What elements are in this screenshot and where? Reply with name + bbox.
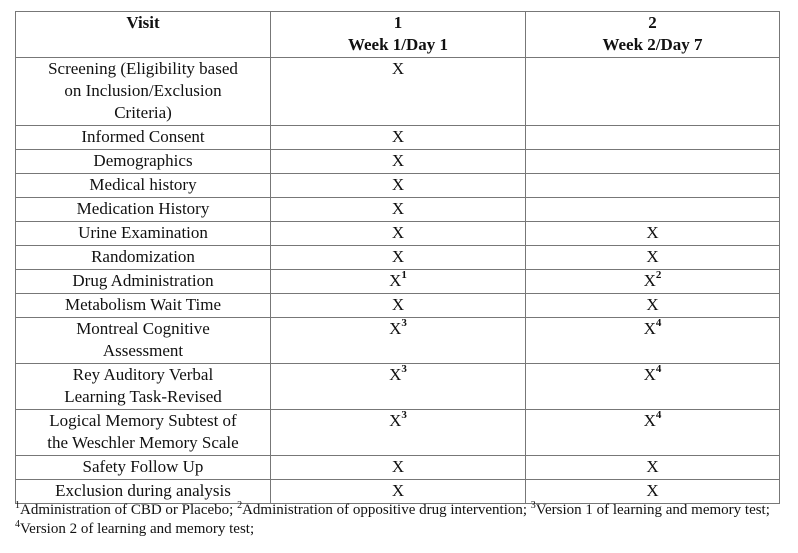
procedure-cell (16, 174, 271, 198)
visit-1-cell (271, 198, 526, 222)
procedure-label: Exclusion during analysis (55, 481, 231, 500)
footnote-marker: 4 (655, 317, 662, 330)
table-row (16, 364, 780, 410)
visit-mark: X (646, 295, 659, 314)
procedure-label: Demographics (93, 151, 193, 170)
visit-mark: X (391, 59, 405, 78)
visit-mark: X (646, 247, 659, 266)
footnote-number: 2 (237, 500, 243, 511)
visit-mark: X (391, 295, 405, 314)
visit-mark: X (391, 223, 405, 242)
visit-mark: X (389, 319, 402, 338)
procedure-cell (16, 270, 271, 294)
visit-mark: X (391, 199, 405, 218)
procedure-cell (16, 150, 271, 174)
table-footnote (15, 501, 785, 539)
procedure-label: Drug Administration (72, 271, 214, 290)
procedure-cell (16, 456, 271, 480)
visit-2-cell (526, 198, 780, 222)
table-row (16, 198, 780, 222)
visit-2-cell (526, 126, 780, 150)
procedure-label: Screening (Eligibility based (48, 59, 238, 78)
procedure-label: Learning Task-Revised (64, 387, 222, 406)
visit-1-cell (271, 456, 526, 480)
footnote-marker: 1 (401, 269, 407, 282)
procedure-label: Safety Follow Up (82, 457, 204, 476)
table-row (16, 58, 780, 126)
visit-mark: X (391, 175, 405, 194)
visit-2-cell (526, 480, 780, 504)
visit-mark: X (643, 319, 656, 338)
procedure-label: Logical Memory Subtest of (49, 411, 237, 430)
table-row (16, 126, 780, 150)
footnote-number: 4 (15, 519, 20, 530)
procedure-cell (16, 410, 271, 456)
visit-2-cell (526, 246, 780, 270)
visit-1-cell (271, 480, 526, 504)
visit-2-cell (526, 174, 780, 198)
visit-2-label: Week 2/Day 7 (602, 35, 703, 54)
procedure-label: Criteria) (114, 103, 172, 122)
procedure-cell (16, 246, 271, 270)
visit-2-cell (526, 58, 780, 126)
procedure-label: the Weschler Memory Scale (47, 433, 239, 452)
visit-1-cell (271, 294, 526, 318)
procedure-cell (16, 58, 271, 126)
visit-2-cell (526, 270, 780, 294)
footnote-marker: 3 (401, 317, 407, 330)
visit-mark: X (389, 411, 402, 430)
header-row (16, 12, 780, 58)
footnote-text: Administration of CBD or Placebo; (20, 502, 238, 518)
visit-mark: X (643, 271, 656, 290)
procedure-label: Informed Consent (81, 127, 205, 146)
footnote-marker: 3 (401, 409, 407, 422)
procedure-label: Montreal Cognitive (76, 319, 210, 338)
visit-2-cell (526, 318, 780, 364)
visit-1-cell (271, 270, 526, 294)
visit-mark: X (643, 411, 656, 430)
procedure-cell (16, 126, 271, 150)
visit-2-header (526, 12, 780, 58)
footnote-text: Version 2 of learning and memory test; (20, 521, 255, 537)
table-header (16, 12, 780, 58)
visit-mark: X (391, 457, 405, 476)
procedure-cell (16, 364, 271, 410)
visit-mark: X (646, 223, 659, 242)
procedure-label: Urine Examination (78, 223, 208, 242)
visit-1-cell (271, 58, 526, 126)
table-row (16, 410, 780, 456)
procedure-label: Rey Auditory Verbal (72, 365, 214, 384)
visit-2-cell (526, 410, 780, 456)
table-row (16, 456, 780, 480)
procedure-cell (16, 318, 271, 364)
visit-1-number: 1 (393, 13, 403, 32)
visit-2-cell (526, 222, 780, 246)
visit-1-cell (271, 126, 526, 150)
table-row (16, 174, 780, 198)
visit-1-cell (271, 246, 526, 270)
footnote-number: 1 (15, 500, 20, 511)
visit-1-header (271, 12, 526, 58)
visit-header (16, 12, 271, 58)
visit-1-cell (271, 318, 526, 364)
table-row (16, 270, 780, 294)
visit-2-cell (526, 456, 780, 480)
procedure-label: Metabolism Wait Time (64, 295, 222, 314)
visit-1-cell (271, 174, 526, 198)
visit-1-cell (271, 150, 526, 174)
footnote-marker: 3 (401, 363, 407, 376)
visit-2-cell (526, 150, 780, 174)
visit-mark: X (646, 481, 659, 500)
visit-mark: X (389, 271, 402, 290)
visit-1-cell (271, 410, 526, 456)
visit-mark: X (643, 365, 656, 384)
table-row (16, 318, 780, 364)
footnote-text: Version 1 of learning and memory test; (535, 502, 770, 518)
table-row (16, 480, 780, 504)
visit-1-label: Week 1/Day 1 (347, 35, 449, 54)
table-body (16, 58, 780, 504)
footnote-marker: 4 (655, 363, 662, 376)
procedure-cell (16, 198, 271, 222)
visit-mark: X (391, 127, 405, 146)
visit-mark: X (391, 151, 405, 170)
procedure-cell (16, 294, 271, 318)
visit-mark: X (389, 365, 402, 384)
procedure-label: Medical history (89, 175, 197, 194)
footnote-marker: 2 (655, 269, 662, 282)
table-row (16, 150, 780, 174)
footnote-marker: 4 (655, 409, 662, 422)
visit-1-cell (271, 364, 526, 410)
footnote-number: 3 (530, 500, 536, 511)
procedure-label: Medication History (76, 199, 210, 218)
footnote-text: Administration of oppositive drug intervention; (242, 502, 531, 518)
table-row (16, 222, 780, 246)
table-row (16, 246, 780, 270)
visit-mark: X (391, 481, 405, 500)
procedure-label: Randomization (91, 247, 195, 266)
procedure-label: on Inclusion/Exclusion (64, 81, 222, 100)
visit-schedule-table (15, 11, 780, 504)
procedure-cell (16, 480, 271, 504)
visit-mark: X (646, 457, 659, 476)
visit-header-label: Visit (126, 13, 160, 32)
visit-2-cell (526, 364, 780, 410)
table-row (16, 294, 780, 318)
visit-mark: X (391, 247, 405, 266)
visit-1-cell (271, 222, 526, 246)
visit-2-number: 2 (648, 13, 657, 32)
visit-2-cell (526, 294, 780, 318)
procedure-cell (16, 222, 271, 246)
procedure-label: Assessment (102, 341, 184, 360)
